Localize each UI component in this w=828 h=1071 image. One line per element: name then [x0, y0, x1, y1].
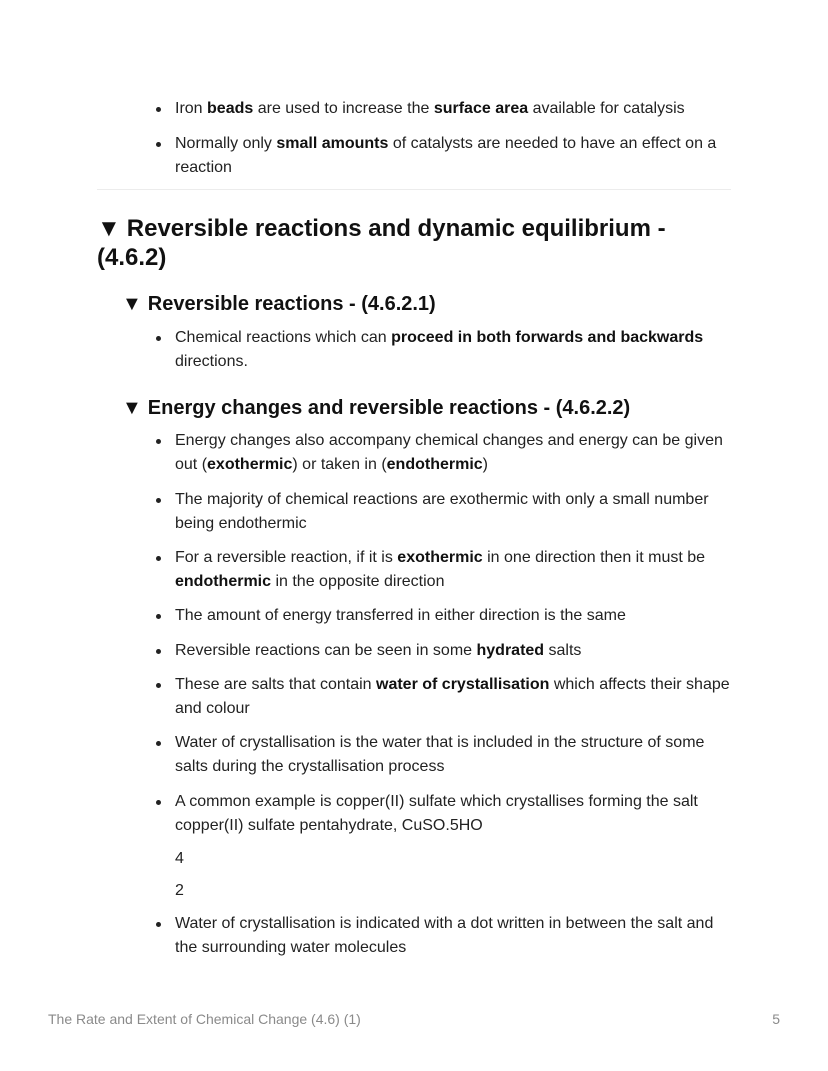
- list-item: [175, 488, 735, 536]
- text-run: For a reversible reaction, if it is: [175, 549, 398, 566]
- collapse-triangle-icon[interactable]: ▼: [97, 215, 121, 242]
- section-heading[interactable]: [97, 214, 697, 272]
- bullet-icon: [156, 800, 161, 805]
- bold-text: exothermic: [397, 549, 483, 566]
- text-run: Water of crystallisation is the water that is included in the structure of some salts during the crystallisation process: [175, 734, 705, 775]
- text-run: Iron: [175, 100, 208, 117]
- list-item: [175, 326, 735, 374]
- bullet-icon: [156, 741, 161, 746]
- bold-text: beads: [207, 100, 254, 117]
- text-run: in one direction then it must be: [482, 549, 706, 566]
- bold-text: endothermic: [175, 573, 272, 590]
- bullet-icon: [156, 498, 161, 503]
- list-item: [175, 912, 735, 960]
- bullet-icon: [156, 556, 161, 561]
- bullet-icon: [156, 683, 161, 688]
- list-item: [175, 790, 735, 838]
- subsection-heading-reversible-reactions[interactable]: [122, 292, 436, 316]
- text-run: ) or taken in (: [292, 456, 387, 473]
- subsection-heading-energy-changes[interactable]: [122, 396, 630, 420]
- list-item: [175, 429, 735, 477]
- list-item: [175, 97, 735, 121]
- bold-text: water of crystallisation: [376, 676, 550, 693]
- bullet-icon: [156, 336, 161, 341]
- footer-page-number: 5: [772, 1011, 780, 1027]
- text-run: in the opposite direction: [271, 573, 445, 590]
- footer-document-title: The Rate and Extent of Chemical Change (4.6) (1): [48, 1011, 361, 1027]
- bold-text: endothermic: [386, 456, 483, 473]
- text-run: which affects their shape and colour: [175, 676, 730, 717]
- section-title: Reversible reactions and dynamic equilibrium - (4.6.2): [97, 215, 666, 271]
- subsection-title: Energy changes and reversible reactions - (4.6.2.2): [147, 397, 631, 419]
- bullet-icon: [156, 614, 161, 619]
- bullet-icon: [156, 107, 161, 112]
- text-run: ): [482, 456, 488, 473]
- bold-text: proceed in both forwards and backwards: [391, 329, 704, 346]
- text-run: Reversible reactions can be seen in some: [175, 642, 477, 659]
- list-item: [175, 604, 735, 628]
- text-run: salts: [544, 642, 582, 659]
- bullet-icon: [156, 922, 161, 927]
- list-item: [175, 673, 735, 721]
- bold-text: hydrated: [476, 642, 545, 659]
- text-run: The amount of energy transferred in either direction is the same: [175, 607, 626, 624]
- list-item: [175, 546, 735, 594]
- bold-text: surface area: [433, 100, 529, 117]
- list-item: [175, 639, 735, 663]
- bullet-icon: [156, 142, 161, 147]
- list-item: [175, 731, 735, 779]
- text-run: The majority of chemical reactions are exothermic with only a small number being endothermic: [175, 491, 709, 532]
- formula-subscript-4: 4: [175, 850, 184, 867]
- formula-subscript-2: 2: [175, 882, 184, 899]
- bullet-icon: [156, 649, 161, 654]
- bullet-icon: [156, 439, 161, 444]
- text-run: of catalysts are needed to have an effect on a reaction: [175, 135, 717, 176]
- bold-text: small amounts: [276, 135, 389, 152]
- subsection-title: Reversible reactions - (4.6.2.1): [147, 293, 436, 315]
- section-divider: [97, 189, 731, 190]
- text-run: Energy changes also accompany chemical changes and energy can be given out (: [175, 432, 723, 473]
- text-run: Normally only: [175, 135, 277, 152]
- collapse-triangle-icon[interactable]: ▼: [122, 293, 142, 315]
- text-run: These are salts that contain: [175, 676, 376, 693]
- text-run: are used to increase the: [253, 100, 434, 117]
- text-run: available for catalysis: [528, 100, 685, 117]
- text-run: A common example is copper(II) sulfate which crystallises forming the salt copper(II) sulfate pentahydrate, CuSO.5HO: [175, 793, 698, 834]
- text-run: directions.: [175, 353, 248, 370]
- list-item: [175, 132, 735, 180]
- text-run: Water of crystallisation is indicated with a dot written in between the salt and the surrounding water molecules: [175, 915, 714, 956]
- bold-text: exothermic: [207, 456, 293, 473]
- collapse-triangle-icon[interactable]: ▼: [122, 397, 142, 419]
- text-run: Chemical reactions which can: [175, 329, 392, 346]
